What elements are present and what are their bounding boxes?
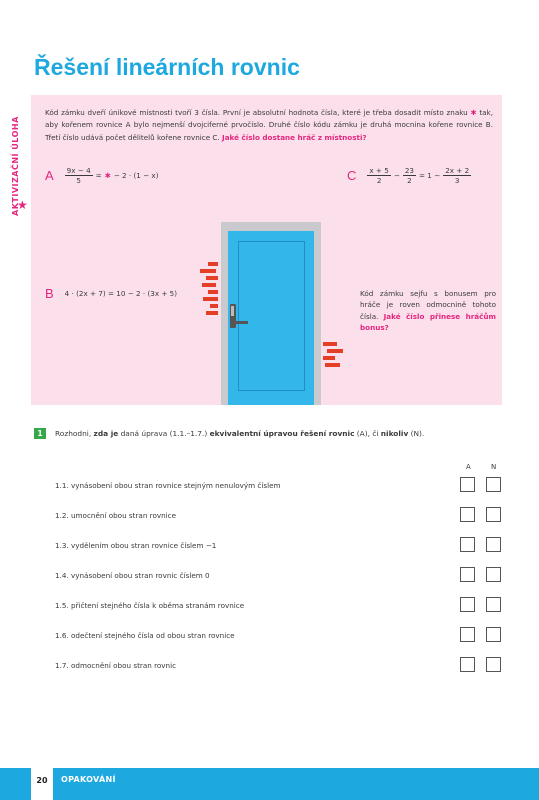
door-handle <box>235 321 248 324</box>
intro-question: Jaké číslo dostane hráč z místnosti? <box>222 132 367 142</box>
task-text-3: daná úprava (1.1.–1.7.) <box>118 429 210 438</box>
checkbox-n[interactable] <box>486 657 501 672</box>
bonus-statement: Kód zámku sejfu s bonusem pro hráče je roven odmocnině tohoto čísla. <box>360 289 496 321</box>
page-number: 20 <box>31 768 53 800</box>
section-label: OPAKOVÁNÍ <box>61 775 116 784</box>
task-text-2: zda je <box>93 429 119 438</box>
door-panel <box>238 241 305 391</box>
equation-b <box>45 286 177 301</box>
task-text-5: (A), či <box>354 429 381 438</box>
equation-a-rest: − 2 · (1 − x) <box>113 171 159 180</box>
checkbox-n[interactable] <box>486 627 501 642</box>
equation-a-star: ✱ <box>104 171 111 180</box>
task-text-1: Rozhodni, <box>55 429 94 438</box>
equation-a-letter: A <box>45 168 54 183</box>
column-header-n: N <box>491 463 497 471</box>
checkbox-n[interactable] <box>486 537 501 552</box>
equation-c-numerator-3: 2x + 2 <box>445 166 470 175</box>
equation-b-letter: B <box>45 286 54 301</box>
equation-c-fraction-3 <box>443 166 471 185</box>
intro-star: ✱ <box>470 108 477 117</box>
task-number-badge: 1 <box>34 428 46 439</box>
checkbox-a[interactable] <box>460 507 475 522</box>
page-title: Řešení lineárních rovnic <box>34 54 300 80</box>
side-label: AKTIVIZAČNÍ ÚLOHA <box>11 116 20 216</box>
equation-a <box>45 166 159 185</box>
equation-b-text: 4 · (2x + 7) = 10 − 2 · (3x + 5) <box>64 289 178 298</box>
item-text: 1.3. vydělením obou stran rovnice číslem −1 <box>55 541 217 550</box>
equation-c-denominator-1: 2 <box>376 176 382 185</box>
activity-intro <box>45 107 493 144</box>
item-text: 1.1. vynásobení obou stran rovnice stejným nenulovým číslem <box>55 481 281 490</box>
checkbox-a[interactable] <box>460 537 475 552</box>
equation-c <box>347 166 471 185</box>
item-text: 1.7. odmocnění obou stran rovnic <box>55 661 177 670</box>
equation-c-fraction-1 <box>367 166 390 185</box>
task-text-7: (N). <box>408 429 425 438</box>
equation-a-equals: = <box>95 171 102 180</box>
list-item <box>55 477 505 495</box>
item-text: 1.2. umocnění obou stran rovnice <box>55 511 177 520</box>
bonus-text <box>360 288 496 334</box>
checkbox-a[interactable] <box>460 477 475 492</box>
equation-c-fraction-2 <box>403 166 416 185</box>
list-item <box>55 597 505 615</box>
equation-c-op-2: = 1 − <box>419 171 441 180</box>
task-instruction <box>55 429 424 438</box>
equation-c-numerator-1: x + 5 <box>369 166 389 175</box>
list-item <box>55 627 505 645</box>
task-text-4: ekvivalentní úpravou řešení rovnic <box>209 429 355 438</box>
equation-c-denominator-3: 3 <box>454 176 460 185</box>
equation-a-denominator: 5 <box>76 176 81 185</box>
item-text: 1.5. přičtení stejného čísla k oběma stranám rovnice <box>55 601 245 610</box>
checkbox-a[interactable] <box>460 567 475 582</box>
checkbox-a[interactable] <box>460 657 475 672</box>
checkbox-n[interactable] <box>486 477 501 492</box>
intro-text-2: tak, aby kořenem rovnice A bylo nejmenší dvojciferné prvočíslo. Druhé číslo kódu zámku je druhá mocnina kořene rovnice B. Třetí číslo udává počet dělitelů kořene rovnice C. <box>45 108 493 142</box>
lock-keypad <box>231 306 234 316</box>
equation-c-denominator-2: 2 <box>407 176 412 185</box>
intro-text-1: Kód zámku dveří únikové místnosti tvoří 3 čísla. První je absolutní hodnota čísla, které je třeba dosadit místo znaku <box>45 108 471 117</box>
item-text: 1.4. vynásobení obou stran rovnic číslem 0 <box>55 571 210 580</box>
checkbox-a[interactable] <box>460 627 475 642</box>
footer-bar <box>0 768 539 800</box>
item-text: 1.6. odečtení stejného čísla od obou stran rovnice <box>55 631 235 640</box>
column-header-a: A <box>466 463 471 471</box>
checkbox-n[interactable] <box>486 507 501 522</box>
bonus-question: Jaké číslo přinese hráčům bonus? <box>360 311 496 333</box>
list-item <box>55 657 505 675</box>
equation-a-numerator: 9x − 4 <box>66 166 91 175</box>
star-icon: ★ <box>17 198 28 212</box>
equation-c-numerator-2: 23 <box>404 166 414 175</box>
checkbox-n[interactable] <box>486 597 501 612</box>
checkbox-a[interactable] <box>460 597 475 612</box>
list-item <box>55 507 505 525</box>
task-text-6: nikoliv <box>380 429 409 438</box>
list-item <box>55 537 505 555</box>
list-item <box>55 567 505 585</box>
equation-a-fraction <box>65 166 93 185</box>
equation-c-op-1: − <box>393 171 400 180</box>
checkbox-n[interactable] <box>486 567 501 582</box>
equation-c-letter: C <box>347 168 357 183</box>
